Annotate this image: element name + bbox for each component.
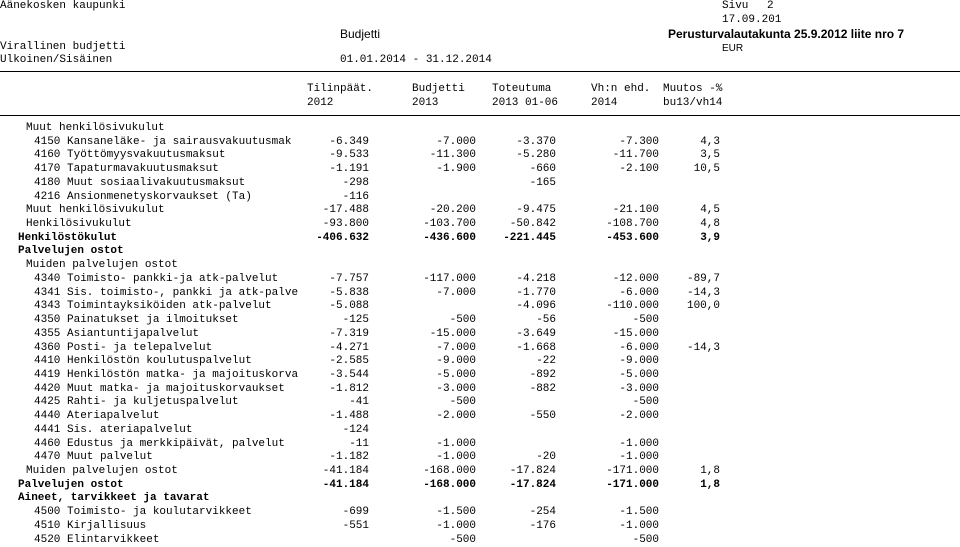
page-label: Sivu [722, 0, 749, 12]
row-label: 4355 Asiantuntijapalvelut [34, 327, 200, 340]
row-label: Muut henkilösivukulut [26, 204, 165, 217]
cell-realized-2013: -660 [529, 163, 556, 176]
cell-budget-2013: -20.200 [429, 204, 476, 217]
cell-realized-2013: -50.842 [509, 218, 556, 231]
cell-budget-2013: -11.300 [429, 149, 476, 162]
table-row [0, 259, 960, 273]
cell-budget-2013: -7.000 [436, 286, 476, 299]
row-label: Muiden palvelujen ostot [26, 259, 178, 272]
cell-proposal-2014: -453.600 [606, 231, 659, 244]
row-label: 4180 Muut sosiaalivakuutusmaksut [34, 176, 246, 189]
row-label: 4343 Toimintayksiköiden atk-palvelut [34, 300, 272, 313]
cell-budget-2013: -168.000 [423, 478, 476, 491]
organization-name: Äänekosken kaupunki [0, 0, 126, 12]
cell-proposal-2014: -1.000 [619, 519, 659, 532]
cell-realized-2013: -5.280 [516, 149, 556, 162]
cell-proposal-2014: -2.000 [619, 410, 659, 423]
currency-label: EUR [722, 43, 744, 54]
cell-actual-2012: -9.533 [329, 149, 369, 162]
row-label: Henkilöstökulut [18, 231, 118, 244]
cell-realized-2013: -221.445 [503, 231, 556, 244]
row-label: 4470 Muut palvelut [34, 451, 153, 464]
table-row [0, 492, 960, 506]
table-row [0, 122, 960, 136]
table-row [0, 479, 960, 493]
cell-proposal-2014: -110.000 [606, 300, 659, 313]
cell-actual-2012: -124 [342, 423, 369, 436]
column-header-realized-2013: Toteutuma [492, 83, 552, 95]
cell-proposal-2014: -500 [632, 396, 659, 409]
cell-actual-2012: -7.757 [329, 272, 369, 285]
cell-realized-2013: -3.649 [516, 327, 556, 340]
cell-actual-2012: -93.800 [322, 218, 369, 231]
cell-realized-2013: -882 [529, 382, 556, 395]
row-label: 4460 Edustus ja merkkipäivät, palvelut [34, 437, 285, 450]
row-label: 4160 Työttömyysvakuutusmaksut [34, 149, 226, 162]
header-bottom-rule [0, 115, 960, 116]
table-row [0, 218, 960, 232]
cell-actual-2012: -699 [342, 506, 369, 519]
cell-proposal-2014: -21.100 [612, 204, 659, 217]
column-header-budget-2013: Budjetti [412, 83, 465, 95]
cell-actual-2012: -41.184 [322, 478, 369, 491]
cell-actual-2012: -4.271 [329, 341, 369, 354]
cell-realized-2013: -20 [536, 451, 556, 464]
cell-realized-2013: -22 [536, 355, 556, 368]
cell-budget-2013: -1.000 [436, 519, 476, 532]
cell-actual-2012: -1.182 [329, 451, 369, 464]
table-row [0, 328, 960, 342]
row-label: Muiden palvelujen ostot [26, 465, 178, 477]
row-label: Palvelujen ostot [18, 478, 124, 491]
row-label: Aineet, tarvikkeet ja tavarat [18, 492, 210, 505]
table-row [0, 191, 960, 205]
cell-proposal-2014: -7.300 [619, 135, 659, 148]
row-label: 4350 Painatukset ja ilmoitukset [34, 314, 239, 327]
cell-proposal-2014: -1.000 [619, 437, 659, 450]
row-label: 4441 Sis. ateriapalvelut [34, 423, 193, 436]
cell-actual-2012: -11 [349, 437, 369, 450]
cell-budget-2013: -1.000 [436, 437, 476, 450]
column-subheader-proposal-2014: 2014 [591, 97, 618, 109]
cell-proposal-2014: -500 [632, 314, 659, 327]
column-subheader-actual-2012: 2012 [307, 97, 334, 109]
cell-actual-2012: -7.319 [329, 327, 369, 340]
table-row [0, 506, 960, 520]
cell-actual-2012: -6.349 [329, 135, 369, 148]
table-row [0, 273, 960, 287]
cell-actual-2012: -17.488 [322, 204, 369, 217]
scope-label: Ulkoinen/Sisäinen [0, 54, 113, 66]
cell-budget-2013: -500 [449, 396, 476, 409]
cell-realized-2013: -56 [536, 314, 556, 327]
cell-budget-2013: -500 [449, 533, 476, 546]
row-label: Palvelujen ostot [18, 245, 124, 258]
cell-proposal-2014: -5.000 [619, 368, 659, 381]
cell-change-percent: 1,8 [700, 478, 720, 491]
table-row [0, 163, 960, 177]
cell-actual-2012: -41 [349, 396, 369, 409]
row-label: 4340 Toimisto- pankki-ja atk-palvelut [34, 272, 279, 285]
cell-budget-2013: -15.000 [429, 327, 476, 340]
column-header-actual-2012: Tilinpäät. [307, 83, 374, 95]
cell-realized-2013: -3.370 [516, 135, 556, 148]
cell-proposal-2014: -2.100 [619, 163, 659, 176]
row-label: Henkilösivukulut [26, 218, 132, 231]
header-top-rule [0, 71, 960, 72]
cell-actual-2012: -116 [342, 190, 369, 203]
cell-budget-2013: -500 [449, 314, 476, 327]
row-label: 4360 Posti- ja telepalvelut [34, 341, 213, 354]
cell-realized-2013: -9.475 [516, 204, 556, 217]
cell-proposal-2014: -3.000 [619, 382, 659, 395]
row-label: 4520 Elintarvikkeet [34, 533, 160, 546]
cell-proposal-2014: -12.000 [612, 272, 659, 285]
cell-realized-2013: -254 [529, 506, 556, 519]
cell-realized-2013: -550 [529, 410, 556, 423]
cell-actual-2012: -406.632 [316, 231, 369, 244]
row-label: 4510 Kirjallisuus [34, 519, 147, 532]
row-label: 4341 Sis. toimisto-, pankki ja atk-palve [34, 286, 299, 299]
cell-proposal-2014: -6.000 [619, 286, 659, 299]
cell-realized-2013: -165 [529, 176, 556, 189]
cell-proposal-2014: -11.700 [612, 149, 659, 162]
cell-realized-2013: -176 [529, 519, 556, 532]
table-row [0, 355, 960, 369]
column-subheader-budget-2013: 2013 [412, 97, 439, 109]
row-label: 4440 Ateriapalvelut [34, 410, 160, 423]
row-label: 4410 Henkilöstön koulutuspalvelut [34, 355, 252, 368]
cell-change-percent: -14,3 [686, 286, 720, 299]
cell-change-percent: 4,8 [700, 218, 720, 231]
cell-actual-2012: -3.544 [329, 368, 369, 381]
cell-actual-2012: -125 [342, 314, 369, 327]
column-header-proposal-2014: Vh:n ehd. [591, 83, 651, 95]
cell-change-percent: 4,3 [700, 135, 720, 148]
table-row [0, 369, 960, 383]
table-row [0, 534, 960, 547]
cell-budget-2013: -9.000 [436, 355, 476, 368]
cell-actual-2012: -298 [342, 176, 369, 189]
cell-proposal-2014: -171.000 [606, 478, 659, 491]
table-row [0, 232, 960, 246]
cell-proposal-2014: -15.000 [612, 327, 659, 340]
cell-proposal-2014: -108.700 [606, 218, 659, 231]
table-row [0, 520, 960, 534]
table-row [0, 410, 960, 424]
cell-proposal-2014: -6.000 [619, 341, 659, 354]
table-row [0, 438, 960, 452]
cell-budget-2013: -5.000 [436, 368, 476, 381]
budget-version: Virallinen budjetti [0, 41, 126, 53]
column-subheader-realized-2013: 2013 01-06 [492, 97, 559, 109]
cell-actual-2012: -5.088 [329, 300, 369, 313]
cell-budget-2013: -1.500 [436, 506, 476, 519]
cell-budget-2013: -436.600 [423, 231, 476, 244]
cell-proposal-2014: -1.000 [619, 451, 659, 464]
cell-budget-2013: -117.000 [423, 272, 476, 285]
cell-budget-2013: -7.000 [436, 135, 476, 148]
row-label: 4500 Toimisto- ja koulutarvikkeet [34, 506, 252, 519]
cell-budget-2013: -3.000 [436, 382, 476, 395]
cell-realized-2013: -4.218 [516, 272, 556, 285]
row-label: 4216 Ansionmenetyskorvaukset (Ta) [34, 190, 252, 203]
table-row [0, 177, 960, 191]
cell-proposal-2014: -171.000 [606, 465, 659, 477]
cell-proposal-2014: -9.000 [619, 355, 659, 368]
cell-realized-2013: -1.770 [516, 286, 556, 299]
budget-period: 01.01.2014 - 31.12.2014 [340, 54, 492, 66]
cell-proposal-2014: -1.500 [619, 506, 659, 519]
table-row [0, 287, 960, 301]
cell-actual-2012: -551 [342, 519, 369, 532]
page-number: 2 [767, 0, 774, 12]
cell-budget-2013: -2.000 [436, 410, 476, 423]
cell-budget-2013: -168.000 [423, 465, 476, 477]
cell-realized-2013: -17.824 [509, 478, 556, 491]
column-subheader-change-percent: bu13/vh14 [663, 97, 723, 109]
cell-budget-2013: -1.000 [436, 451, 476, 464]
cell-realized-2013: -892 [529, 368, 556, 381]
cell-actual-2012: -1.812 [329, 382, 369, 395]
row-label: 4419 Henkilöstön matka- ja majoituskorva [34, 368, 299, 381]
print-date: 17.09.201 [722, 14, 782, 26]
cell-change-percent: -89,7 [686, 272, 720, 285]
table-row [0, 245, 960, 259]
cell-actual-2012: -1.488 [329, 410, 369, 423]
cell-actual-2012: -5.838 [329, 286, 369, 299]
cell-budget-2013: -7.000 [436, 341, 476, 354]
table-row [0, 314, 960, 328]
cell-proposal-2014: -500 [632, 533, 659, 546]
table-row [0, 342, 960, 356]
row-label: Muut henkilösivukulut [26, 122, 165, 134]
committee-reference: Perusturvalautakunta 25.9.2012 liite nro 7 [668, 27, 905, 41]
cell-budget-2013: -103.700 [423, 218, 476, 231]
table-row [0, 383, 960, 397]
cell-budget-2013: -1.900 [436, 163, 476, 176]
table-row [0, 396, 960, 410]
row-label: 4170 Tapaturmavakuutusmaksut [34, 163, 219, 176]
column-header-change-percent: Muutos -% [663, 83, 723, 95]
table-row [0, 465, 960, 479]
cell-realized-2013: -1.668 [516, 341, 556, 354]
table-row [0, 451, 960, 465]
row-label: 4425 Rahti- ja kuljetuspalvelut [34, 396, 239, 409]
cell-actual-2012: -41.184 [322, 465, 369, 477]
row-label: 4150 Kansaneläke- ja sairausvakuutusmak [34, 135, 292, 148]
cell-actual-2012: -2.585 [329, 355, 369, 368]
cell-realized-2013: -4.096 [516, 300, 556, 313]
table-row [0, 424, 960, 438]
cell-actual-2012: -1.191 [329, 163, 369, 176]
document-type: Budjetti [340, 27, 381, 41]
cell-realized-2013: -17.824 [509, 465, 556, 477]
cell-change-percent: 100,0 [686, 300, 720, 313]
cell-change-percent: 3,5 [700, 149, 720, 162]
row-label: 4420 Muut matka- ja majoituskorvaukset [34, 382, 285, 395]
table-row [0, 204, 960, 218]
cell-change-percent: 4,5 [700, 204, 720, 217]
table-row [0, 300, 960, 314]
cell-change-percent: 10,5 [693, 163, 720, 176]
cell-change-percent: 1,8 [700, 465, 720, 477]
cell-change-percent: -14,3 [686, 341, 720, 354]
cell-change-percent: 3,9 [700, 231, 720, 244]
table-row [0, 149, 960, 163]
table-row [0, 136, 960, 150]
